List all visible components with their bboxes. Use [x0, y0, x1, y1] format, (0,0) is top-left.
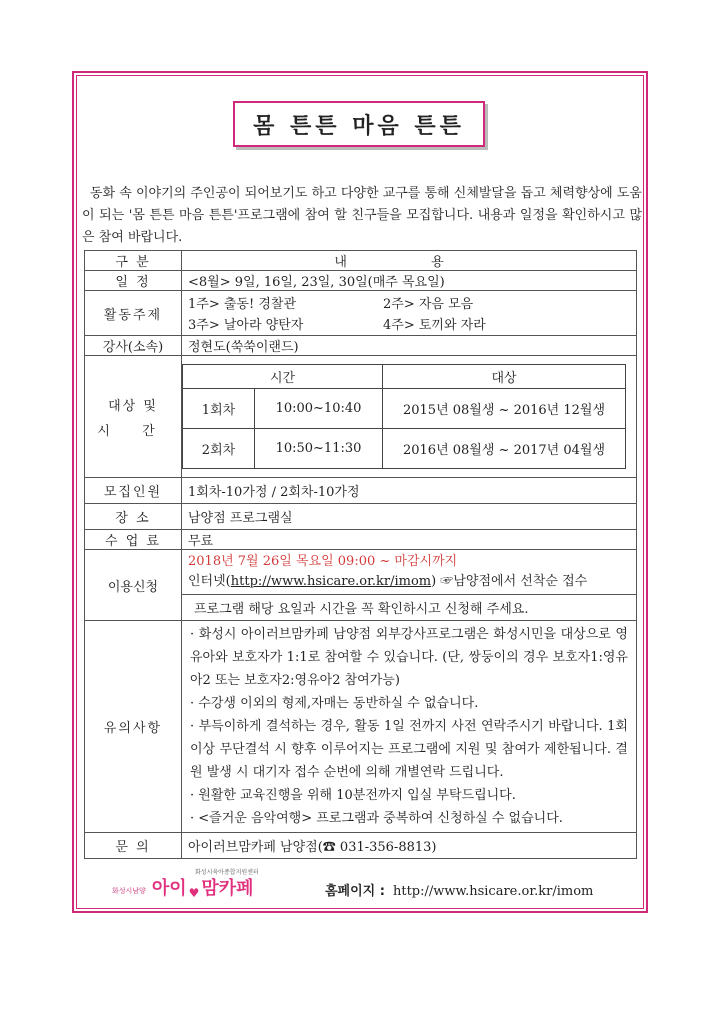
- session-row: [183, 389, 626, 429]
- activity-item: 4주> 토끼와 자라: [383, 318, 486, 333]
- activity-list: [182, 291, 636, 335]
- schedule-row: [85, 271, 637, 291]
- note-item: · <즐거운 음악여행> 프로그램과 중복하여 신청하실 수 없습니다.: [190, 811, 563, 826]
- apply-url-link[interactable]: http://www.hsicare.or.kr/imom: [230, 574, 432, 589]
- contact-label: 문 의: [85, 833, 182, 859]
- session-name: 2회차: [183, 429, 255, 469]
- session-table: [182, 364, 626, 469]
- notes-content: [182, 621, 637, 833]
- instructor-value: 정현도(쑥쑥이랜드): [182, 336, 637, 356]
- target-label-line1: 대상 및: [108, 398, 158, 414]
- place-label: 장 소: [85, 504, 182, 530]
- schedule-value: <8월> 9일, 16일, 23일, 30일(매주 목요일): [182, 271, 637, 291]
- instructor-label: 강사(소속): [85, 336, 182, 356]
- apply-date: 2018년 7월 26일 목요일 09:00 ~ 마감시까지: [188, 554, 458, 569]
- recruit-row: [85, 478, 637, 504]
- place-row: [85, 504, 637, 530]
- cafe-logo: [112, 869, 259, 900]
- apply-online: 인터넷(http://www.hsicare.or.kr/imom) ☞남양점에서 선착순 접수: [188, 574, 588, 589]
- note-item: · 수강생 이외의 형제,자매는 동반하실 수 없습니다.: [190, 696, 479, 711]
- target-label-line2: 시 간: [97, 423, 169, 439]
- session-name: 1회차: [183, 389, 255, 429]
- header-label: 구 분: [85, 251, 182, 271]
- intro-paragraph: 동화 속 이야기의 주인공이 되어보기도 하고 다양한 교구를 통해 신체발달을 돕고 체력향상에 도움이 되는 '몸 튼튼 마음 튼튼'프로그램에 참여 할 친구들을 모집합니다. 내용과 일정을 확인하시고 많은 참여 바랍니다.: [82, 186, 642, 245]
- activity-label: 활동주제: [85, 291, 182, 336]
- note-item: · 부득이하게 결석하는 경우, 활동 1일 전까지 사전 연락주시기 바랍니다. 1회 이상 무단결석 시 향후 이루어지는 프로그램에 지원 및 참여가 제한됩니다. 결원 발생 시 대기자 접수 순번에 의해 개별연락 드립니다.: [190, 719, 628, 780]
- homepage-line: [325, 880, 593, 899]
- place-value: 남양점 프로그램실: [182, 504, 637, 530]
- apply-row: [85, 550, 637, 595]
- apply-check: 프로그램 해당 요일과 시간을 꼭 확인하시고 신청해 주세요.: [182, 595, 637, 621]
- schedule-label: 일 정: [85, 271, 182, 291]
- activity-item: 3주> 날아라 양탄자: [188, 318, 304, 333]
- logo-small-text: 화성시남양: [112, 887, 146, 895]
- header-content: 내 용: [182, 251, 637, 271]
- note-item: · 원활한 교육진행을 위해 10분전까지 입실 부탁드립니다.: [190, 788, 516, 803]
- fee-label: 수 업 료: [85, 530, 182, 550]
- activity-item: 2주> 자음 모음: [383, 297, 474, 312]
- session-time: 10:50~11:30: [255, 429, 383, 469]
- page-title: 몸 튼튼 마음 튼튼: [233, 101, 485, 147]
- target-label: [85, 356, 182, 478]
- session-target: 2016년 08월생 ~ 2017년 04월생: [383, 429, 626, 469]
- contact-row: [85, 833, 637, 859]
- apply-label: 이용신청: [85, 550, 182, 621]
- logo-main-text2: 맘카페: [201, 878, 254, 899]
- contact-value: 아이러브맘카페 남양점(☎ 031-356-8813): [182, 833, 637, 859]
- activity-item: 1주> 출동! 경찰관: [188, 297, 297, 312]
- notes-label: 유의사항: [85, 621, 182, 833]
- recruit-value: 1회차-10가정 / 2회차-10가정: [182, 478, 637, 504]
- instructor-row: [85, 336, 637, 356]
- target-row: [85, 356, 637, 478]
- info-table: [84, 250, 637, 859]
- logo-subtitle: 화성시육아종합지원센터: [195, 869, 259, 876]
- session-row: [183, 429, 626, 469]
- session-target: 2015년 08월생 ~ 2016년 12월생: [383, 389, 626, 429]
- fee-row: [85, 530, 637, 550]
- fee-value: 무료: [182, 530, 637, 550]
- logo-main-text: 아이: [151, 878, 187, 899]
- heart-icon: ♥: [188, 886, 200, 900]
- session-time: 10:00~10:40: [255, 389, 383, 429]
- note-item: · 화성시 아이러브맘카페 남양점 외부강사프로그램은 화성시민을 대상으로 영유아와 보호자가 1:1로 참여할 수 있습니다. (단, 쌍둥이의 경우 보호자1:영유아2 또는 보호자2:영유아2 참여가능): [190, 627, 628, 688]
- activity-row: [85, 291, 637, 336]
- notes-row: [85, 621, 637, 833]
- recruit-label: 모집인원: [85, 478, 182, 504]
- header-row: [85, 251, 637, 271]
- homepage-label: 홈페이지 :: [325, 884, 385, 899]
- col-target-header: 대상: [383, 365, 626, 389]
- col-time-header: 시간: [183, 365, 383, 389]
- homepage-link[interactable]: http://www.hsicare.or.kr/imom: [392, 884, 594, 899]
